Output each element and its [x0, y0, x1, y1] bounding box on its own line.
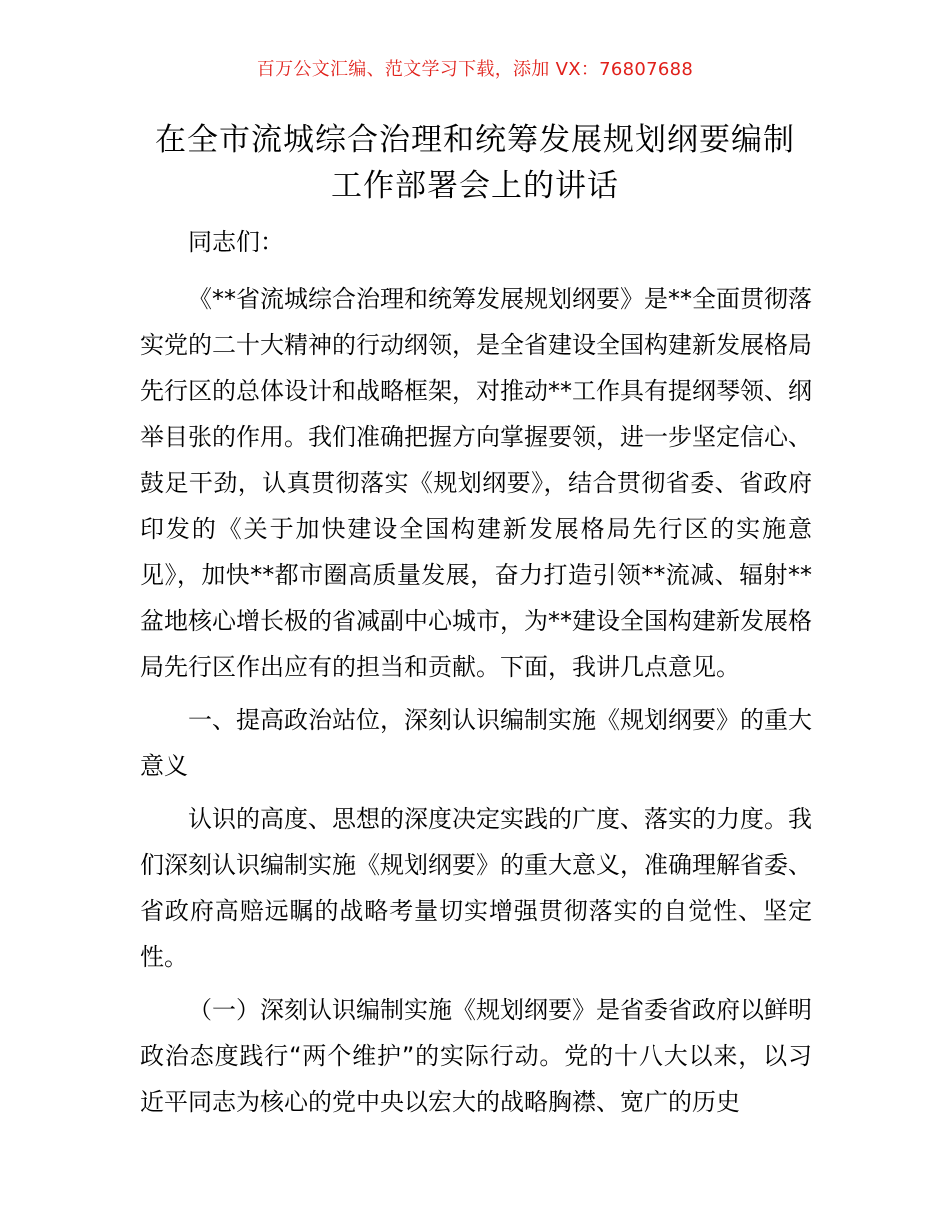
document-title: [120, 117, 830, 209]
salutation: 同志们：: [188, 228, 284, 256]
subsection-heading-1: （一）深刻认识编制实施《规划纲要》是省委省政府以鲜明政治态度践行“两个维护”的实际行动。党的十八大以来，以习近平同志为核心的党中央以宏大的战略胸襟、宽广的历史: [140, 996, 812, 1116]
document-body: [140, 219, 812, 1132]
paragraph-intro: 《**省流城综合治理和统筹发展规划纲要》是**全面贯彻落实党的二十大精神的行动纲领，是全省建设全国构建新发展格局先行区的总体设计和战略框架，对推动**工作具有提纲琴领、纲举目张的作用。我们准确把握方向掌握要领，进一步坚定信心、鼓足干劲，认真贯彻落实《规划纲要》，结合贯彻省委、省政府印发的《关于加快建设全国构建新发展格局先行区的实施意见》，加快**都市圈高质量发展，奋力打造引领**流减、辐射**盆地核心增长极的省减副中心城市，为**建设全国构建新发展格局先行区作出应有的担当和贡献。下面，我讲几点意见。: [140, 285, 812, 681]
title-line-1: 在全市流城综合治理和统筹发展规划纲要编制: [155, 122, 795, 158]
paragraph-section-1: 认识的高度、思想的深度决定实践的广度、落实的力度。我们深刻认识编制实施《规划纲要》的重大意义，准确理解省委、省政府高赔远瞩的战略考量切实增强贯彻落实的自觉性、坚定性。: [140, 805, 812, 971]
header-watermark-note: 百万公文汇编、范文学习下载，添加 VX：76807688: [256, 59, 694, 80]
title-line-2: 工作部署会上的讲话: [331, 168, 619, 204]
section-heading-1: 一、提高政治站位，深刻认识编制实施《规划纲要》的重大意义: [140, 706, 812, 780]
